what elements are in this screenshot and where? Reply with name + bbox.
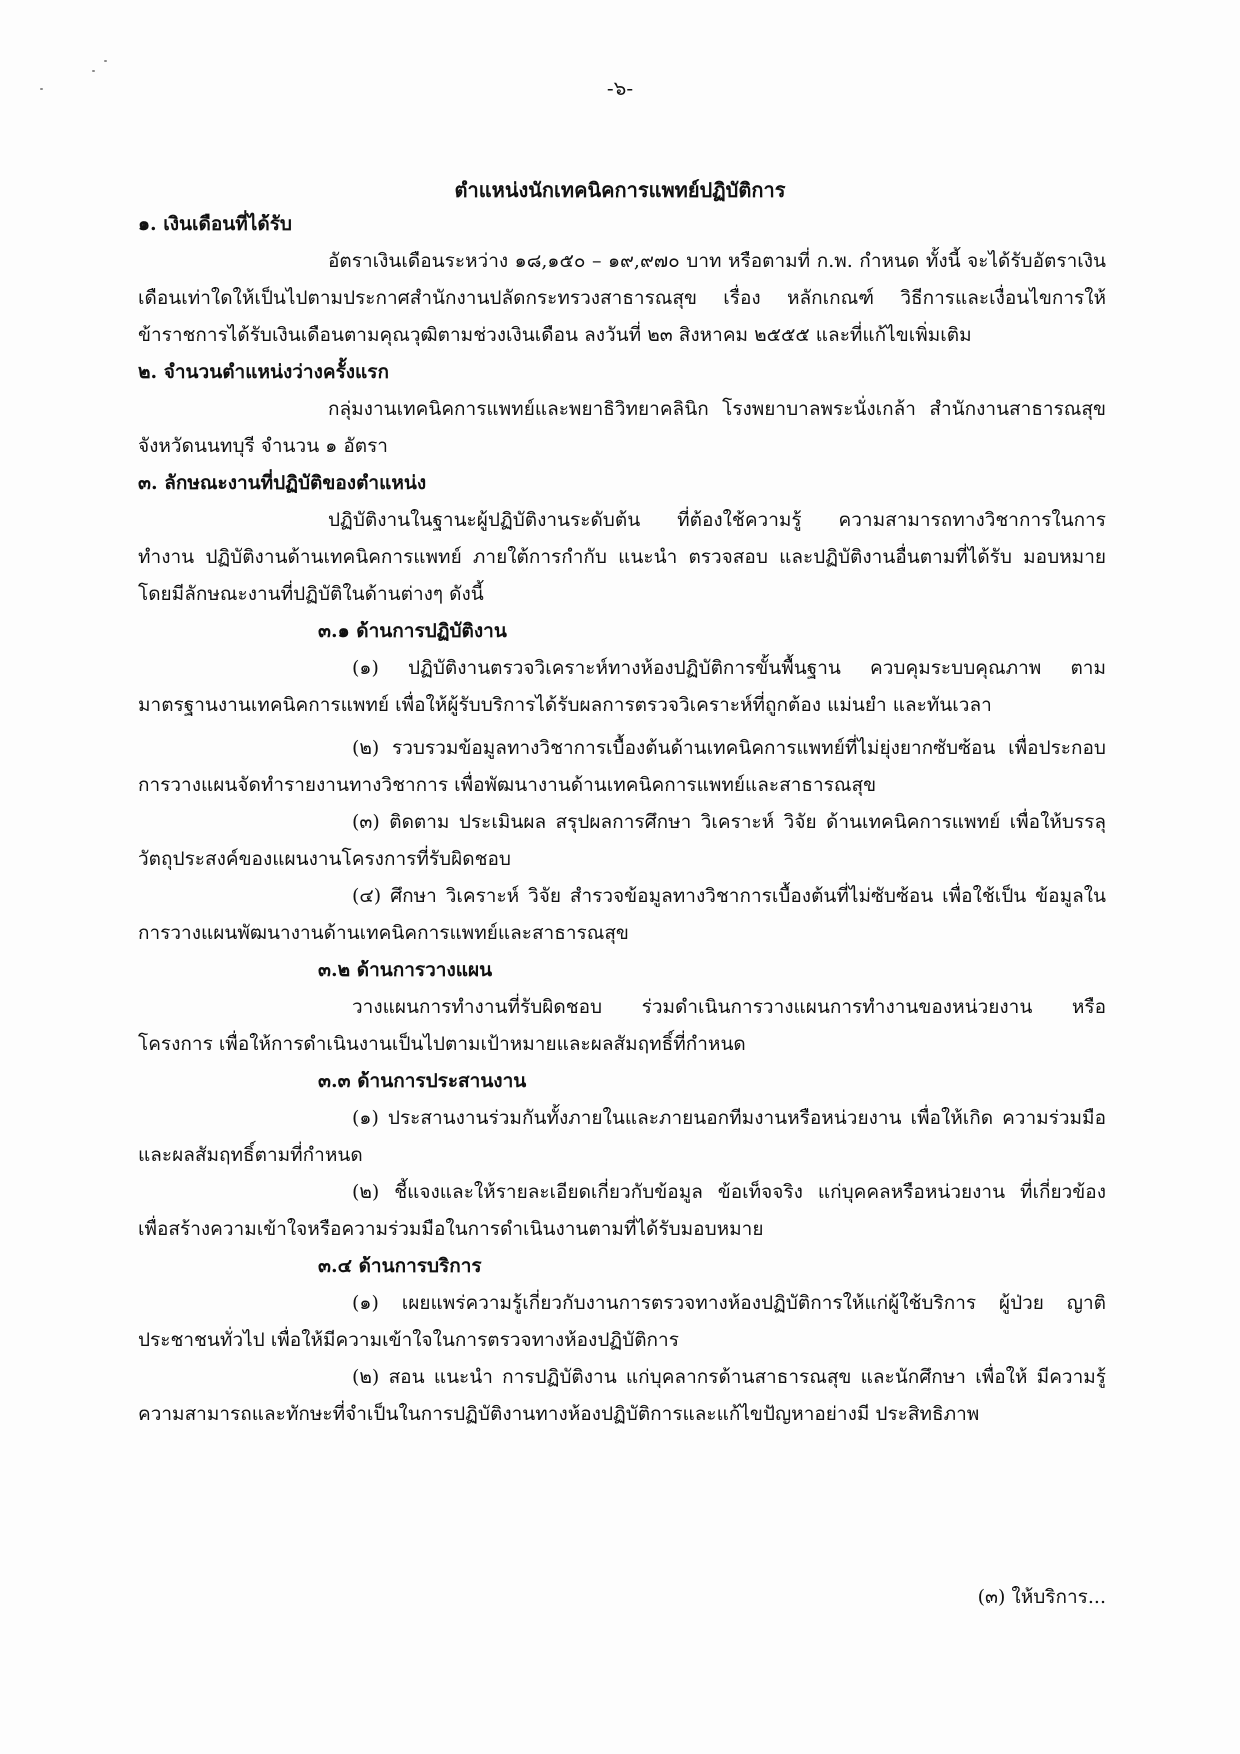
continuation-note: (๓) ให้บริการ... <box>977 1586 1106 1608</box>
subsection-3-3-heading: ๓.๓ ด้านการประสานงาน <box>318 1070 527 1092</box>
section3-paragraph: ปฏิบัติงานในฐานะผู้ปฏิบัติงานระดับต้น ที่ต้องใช้ความรู้ ความสามารถทางวิชาการในการ ทำงาน ปฏิบัติงานด้านเทคนิคการแพทย์ ภายใต้การกำกับ แนะนำ ตรวจสอบ และปฏิบัติงานอื่นตามที่ได้รับ มอบหมาย โดยมีลักษณะงานที่ปฏิบัติในด้านต่างๆ ดังนี้ <box>138 509 1106 605</box>
section2-heading: ๒. จำนวนตำแหน่งว่างครั้งแรก <box>138 361 390 383</box>
list-item: (๔) ศึกษา วิเคราะห์ วิจัย สำรวจข้อมูลทางวิชาการเบื้องต้นที่ไม่ซับซ้อน เพื่อใช้เป็น ข้อมูลในการวางแผนพัฒนางานด้านเทคนิคการแพทย์และสาธารณสุข <box>138 885 1106 944</box>
section1-paragraph: อัตราเงินเดือนระหว่าง ๑๘,๑๕๐ – ๑๙,๙๗๐ บาท หรือตามที่ ก.พ. กำหนด ทั้งนี้ จะได้รับอัตราเงินเดือนเท่าใดให้เป็นไปตามประกาศสำนักงานปลัดกระทรวงสาธารณสุข เรื่อง หลักเกณฑ์ วิธีการและเงื่อนไขการให้ข้าราชการได้รับเงินเดือนตามคุณวุฒิตามช่วงเงินเดือน ลงวันที่ ๒๓ สิงหาคม ๒๕๕๕ และที่แก้ไขเพิ่มเติม <box>138 250 1106 346</box>
document-body <box>138 206 1106 1433</box>
section2-paragraph: กลุ่มงานเทคนิคการแพทย์และพยาธิวิทยาคลินิก โรงพยาบาลพระนั่งเกล้า สำนักงานสาธารณสุข จังหวัดนนทบุรี จำนวน ๑ อัตรา <box>138 398 1106 457</box>
list-item: (๑) ประสานงานร่วมกันทั้งภายในและภายนอกทีมงานหรือหน่วยงาน เพื่อให้เกิด ความร่วมมือและผลสัมฤทธิ์ตามที่กำหนด <box>138 1107 1106 1166</box>
section3-heading: ๓. ลักษณะงานที่ปฏิบัติของตำแหน่ง <box>138 472 427 494</box>
list-item: (๒) ชี้แจงและให้รายละเอียดเกี่ยวกับข้อมูล ข้อเท็จจริง แก่บุคคลหรือหน่วยงาน ที่เกี่ยวข้อง เพื่อสร้างความเข้าใจหรือความร่วมมือในการดำเนินงานตามที่ได้รับมอบหมาย <box>138 1181 1106 1240</box>
subsection-3-2-heading: ๓.๒ ด้านการวางแผน <box>318 959 493 981</box>
subsection-3-1-heading: ๓.๑ ด้านการปฏิบัติงาน <box>318 620 507 642</box>
list-item: วางแผนการทำงานที่รับผิดชอบ ร่วมดำเนินการวางแผนการทำงานของหน่วยงาน หรือโครงการ เพื่อให้การดำเนินงานเป็นไปตามเป้าหมายและผลสัมฤทธิ์ที่กำหนด <box>138 996 1106 1055</box>
subsection-3-4-heading: ๓.๔ ด้านการบริการ <box>318 1255 482 1277</box>
list-item: (๑) ปฏิบัติงานตรวจวิเคราะห์ทางห้องปฏิบัติการขั้นพื้นฐาน ควบคุมระบบคุณภาพ ตามมาตรฐานงานเทคนิคการแพทย์ เพื่อให้ผู้รับบริการได้รับผลการตรวจวิเคราะห์ที่ถูกต้อง แม่นยำ และทันเวลา <box>138 657 1106 716</box>
section1-heading: ๑. เงินเดือนที่ได้รับ <box>138 213 292 235</box>
list-item: (๒) สอน แนะนำ การปฏิบัติงาน แก่บุคลากรด้านสาธารณสุข และนักศึกษา เพื่อให้ มีความรู้ความสามารถและทักษะที่จำเป็นในการปฏิบัติงานทางห้องปฏิบัติการและแก้ไขปัญหาอย่างมี ประสิทธิภาพ <box>138 1366 1106 1425</box>
list-item: (๓) ติดตาม ประเมินผล สรุปผลการศึกษา วิเคราะห์ วิจัย ด้านเทคนิคการแพทย์ เพื่อให้บรรลุวัตถุประสงค์ของแผนงานโครงการที่รับผิดชอบ <box>138 811 1106 870</box>
page-title: ตำแหน่งนักเทคนิคการแพทย์ปฏิบัติการ <box>454 178 786 202</box>
list-item: (๑) เผยแพร่ความรู้เกี่ยวกับงานการตรวจทางห้องปฏิบัติการให้แก่ผู้ใช้บริการ ผู้ป่วย ญาติ ประชาชนทั่วไป เพื่อให้มีความเข้าใจในการตรวจทางห้องปฏิบัติการ <box>138 1292 1106 1351</box>
page-number: -๖- <box>606 76 634 100</box>
list-item: (๒) รวบรวมข้อมูลทางวิชาการเบื้องต้นด้านเทคนิคการแพทย์ที่ไม่ยุ่งยากซับซ้อน เพื่อประกอบการวางแผนจัดทำรายงานทางวิชาการ เพื่อพัฒนางานด้านเทคนิคการแพทย์และสาธารณสุข <box>138 737 1106 796</box>
scan-speck <box>104 60 107 62</box>
